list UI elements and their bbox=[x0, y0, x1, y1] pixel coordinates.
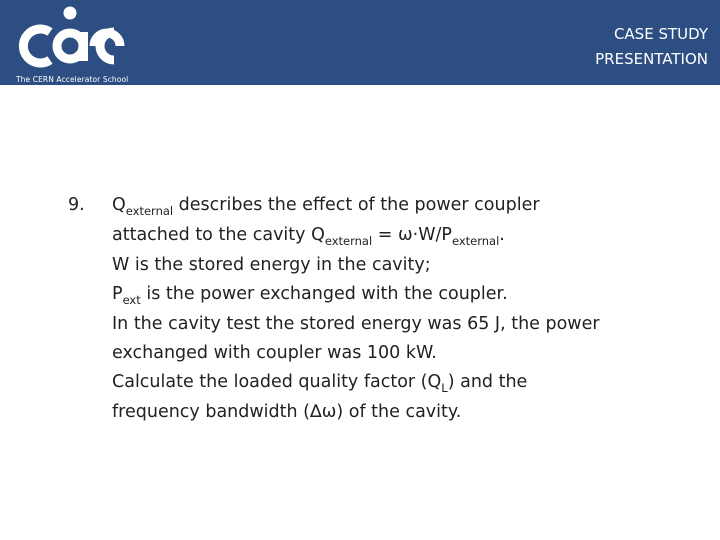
text-run: P bbox=[112, 284, 123, 304]
text-run: describes the effect of the power coupler bbox=[173, 195, 540, 215]
question-text bbox=[112, 191, 678, 427]
question-line-8: frequency bandwidth (∆ω) of the cavity. bbox=[112, 402, 462, 422]
subscript: external bbox=[324, 234, 373, 248]
school-name: The CERN Accelerator School bbox=[16, 75, 129, 84]
text-run: attached to the cavity Q bbox=[112, 225, 325, 245]
question-line-1 bbox=[112, 191, 678, 221]
question-line-5: In the cavity test the stored energy was 65 J, the power bbox=[112, 314, 600, 334]
title-line-2: PRESENTATION bbox=[595, 50, 708, 68]
text-run: . bbox=[499, 225, 505, 245]
subscript: ext bbox=[122, 293, 141, 307]
text-run: = ω·W/P bbox=[372, 225, 452, 245]
text-run: Calculate the loaded quality factor (Q bbox=[112, 372, 442, 392]
text-run: Q bbox=[112, 195, 126, 215]
cas-logo-icon bbox=[16, 2, 128, 74]
question-line-2 bbox=[112, 221, 678, 251]
question-line-6: exchanged with coupler was 100 kW. bbox=[112, 343, 437, 363]
subscript: L bbox=[441, 381, 448, 395]
subscript: external bbox=[125, 204, 174, 218]
text-run: ) and the bbox=[447, 372, 528, 392]
question-number: 9. bbox=[68, 195, 85, 215]
question-line-4 bbox=[112, 280, 678, 310]
presentation-title bbox=[595, 22, 708, 72]
question-line-3: W is the stored energy in the cavity; bbox=[112, 255, 431, 275]
text-run: is the power exchanged with the coupler. bbox=[140, 284, 508, 304]
title-line-1: CASE STUDY bbox=[613, 25, 708, 43]
question-line-7 bbox=[112, 368, 678, 398]
subscript: external bbox=[451, 234, 500, 248]
question-block bbox=[68, 191, 678, 427]
header-banner bbox=[0, 0, 720, 85]
